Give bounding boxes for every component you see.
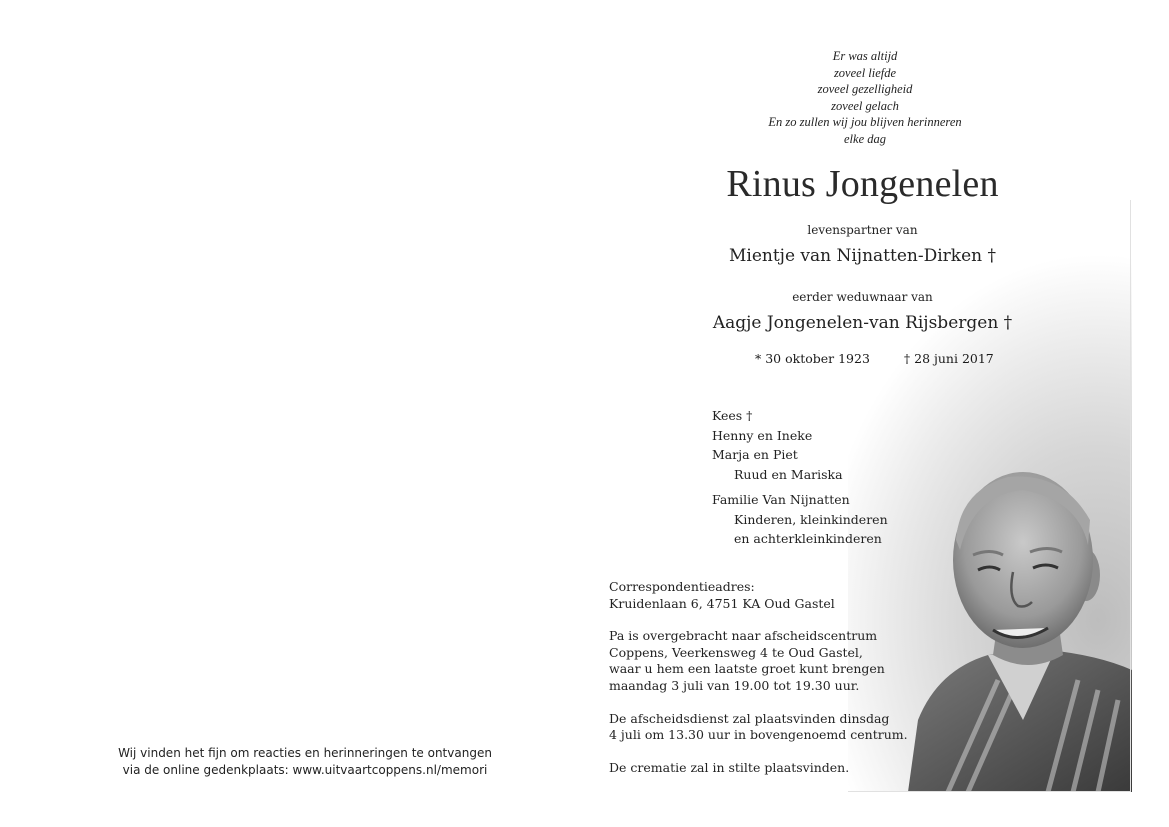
correspondence-address: Kruidenlaan 6, 4751 KA Oud Gastel [609, 595, 835, 611]
funeral-info [609, 579, 908, 776]
poem-line: En zo zullen wij jou blijven herinneren [768, 115, 962, 130]
family-member: Marja en Piet [712, 447, 798, 462]
life-dates [755, 351, 994, 366]
visit-line: maandag 3 juli van 19.00 tot 19.30 uur. [609, 677, 860, 693]
visit-line: Coppens, Veerkensweg 4 te Oud Gastel, [609, 644, 863, 660]
poem [700, 48, 1030, 148]
poem-line: elke dag [844, 131, 886, 146]
service-line: 4 juli om 13.30 uur in bovengenoemd centrum. [609, 727, 908, 743]
poem-line: zoveel liefde [833, 65, 897, 80]
birth-date: * 30 oktober 1923 [755, 351, 870, 366]
visit-line: waar u hem een laatste groet kunt brengen [609, 661, 885, 677]
footer-line: Wij vinden het fijn om reacties en herinneringen te ontvangen [118, 746, 492, 760]
family-member: Kees † [712, 408, 753, 423]
footer-note [110, 745, 500, 778]
widower-label: eerder weduwnaar van [792, 290, 933, 304]
family-member: Ruud en Mariska [734, 466, 843, 482]
widower-name: Aagje Jongenelen-van Rijsbergen † [712, 313, 1013, 333]
death-date: † 28 juni 2017 [903, 351, 994, 366]
partner-name: Mientje van Nijnatten-Dirken † [728, 246, 996, 266]
family-member: Familie Van Nijnatten [712, 492, 850, 507]
poem-line: Er was altijd [832, 49, 898, 63]
family-member: en achterkleinkinderen [734, 531, 882, 546]
family-list [712, 406, 888, 549]
cremation-line: De crematie zal in stilte plaatsvinden. [609, 759, 850, 775]
service-line: De afscheidsdienst zal plaatsvinden dinsdag [609, 710, 890, 726]
visit-line: Pa is overgebracht naar afscheidscentrum [609, 628, 878, 644]
poem-line: zoveel gezelligheid [817, 82, 913, 97]
family-member: Henny en Ineke [712, 427, 813, 443]
photo-border-bottom [848, 791, 1131, 792]
family-member: Kinderen, kleinkinderen [734, 511, 888, 527]
footer-line: via de online gedenkplaats: www.uitvaartcoppens.nl/memori [122, 762, 488, 777]
deceased-name: Rinus Jongenelen [726, 163, 999, 205]
partner-label: levenspartner van [807, 223, 918, 237]
poem-line: zoveel gelach [831, 98, 899, 113]
photo-border-right [1130, 200, 1131, 792]
correspondence-label: Correspondentieadres: [609, 579, 755, 594]
